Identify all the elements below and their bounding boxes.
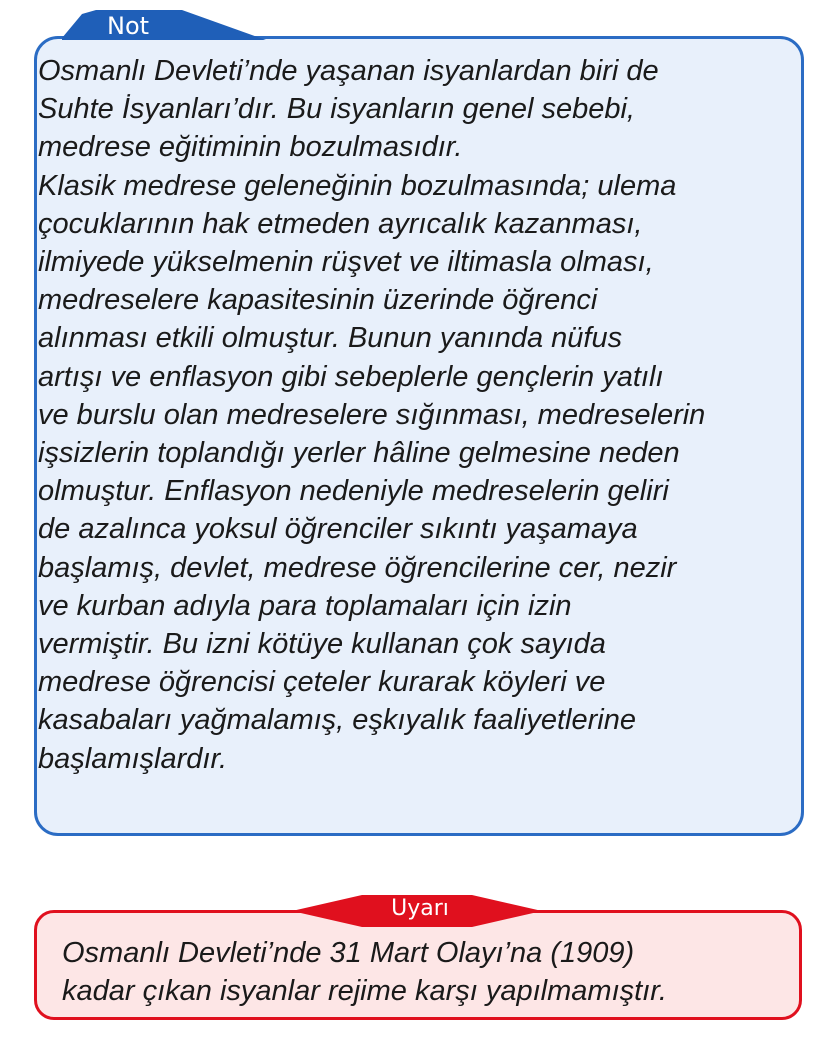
note-line: Klasik medrese geleneğinin bozulmasında; ulema: [38, 169, 677, 202]
note-tag-shape: [62, 10, 270, 46]
note-line: ve burslu olan medreselere sığınması, medreselerin: [38, 398, 706, 431]
note-line: de azalınca yoksul öğrenciler sıkıntı yaşamaya: [38, 513, 638, 546]
note-line: Suhte İsyanları’dır. Bu isyanların genel sebebi,: [38, 93, 635, 126]
note-line: medrese eğitiminin bozulmasıdır.: [38, 131, 463, 164]
warning-line: kadar çıkan isyanlar rejime karşı yapılmamıştır.: [62, 975, 667, 1007]
note-line: başlamış, devlet, medrese öğrencilerine cer, nezir: [38, 551, 677, 584]
note-line: ve kurban adıyla para toplamaları için izin: [38, 589, 572, 622]
note-line: ilmiyede yükselmenin rüşvet ve iltimasla olması,: [38, 246, 654, 279]
note-line: olmuştur. Enflasyon nedeniyle medreselerin geliri: [38, 475, 669, 508]
note-line: vermiştir. Bu izni kötüye kullanan çok sayıda: [38, 628, 606, 661]
note-line: işsizlerin toplandığı yerler hâline gelmesine neden: [38, 437, 680, 470]
note-line: medrese öğrencisi çeteler kurarak köyleri ve: [38, 666, 606, 699]
note-line: kasabaları yağmalamış, eşkıyalık faaliyetlerine: [38, 704, 636, 737]
note-tag: [62, 10, 270, 46]
note-tag-label: Not: [107, 12, 150, 40]
warning-line: Osmanlı Devleti’nde 31 Mart Olayı’na (1909): [62, 937, 635, 969]
warning-tag: [292, 893, 542, 929]
warning-tag-label: Uyarı: [391, 896, 449, 921]
note-paragraph: [38, 52, 808, 778]
warning-paragraph: [62, 934, 802, 1010]
note-line: medreselere kapasitesinin üzerinde öğrenci: [38, 284, 598, 317]
note-line: başlamışlardır.: [38, 742, 228, 775]
note-line: Osmanlı Devleti’nde yaşanan isyanlardan biri de: [38, 55, 659, 87]
note-line: artışı ve enflasyon gibi sebeplerle gençlerin yatılı: [38, 360, 664, 393]
note-line: çocuklarının hak etmeden ayrıcalık kazanması,: [38, 207, 643, 240]
note-line: alınması etkili olmuştur. Bunun yanında nüfus: [38, 322, 623, 355]
